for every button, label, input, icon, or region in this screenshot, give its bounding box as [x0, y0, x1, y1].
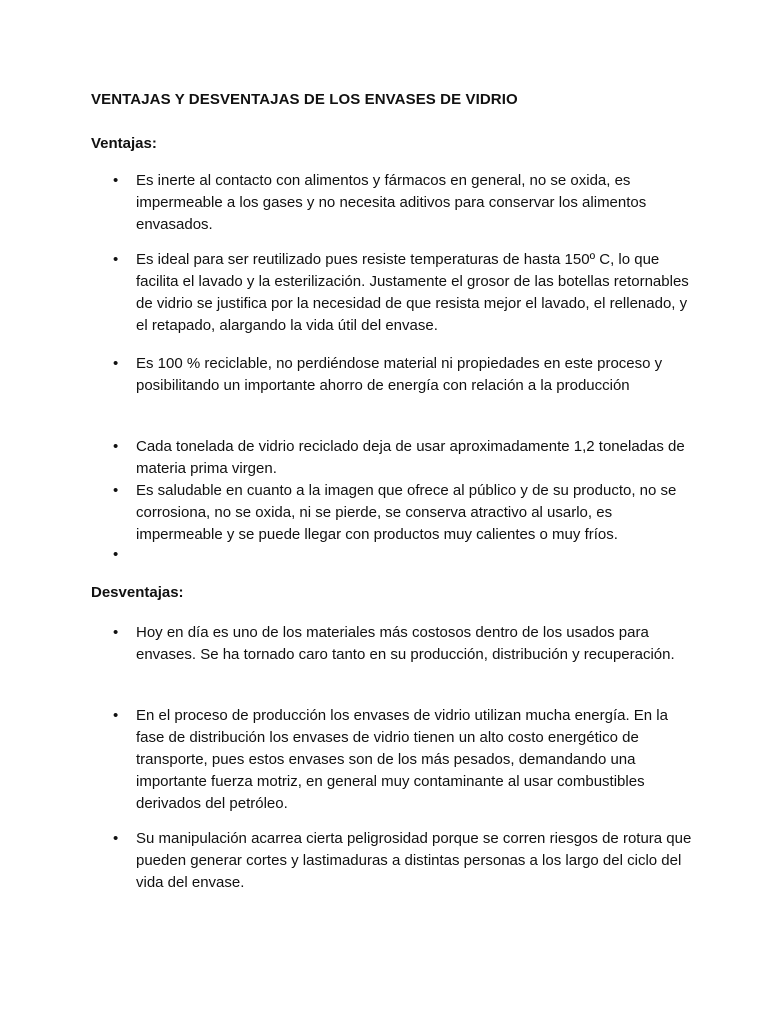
desventaja-text: En el proceso de producción los envases de vidrio utilizan mucha energía. En la fase de distribución los envases de vidrio tienen un alto costo energético de transporte, pues estos envases son de los más pesados, demandando una importante fuerza motriz, en general muy contaminante al usar combustibles derivados del petróleo. [136, 707, 668, 812]
ventajas-heading: Ventajas: [91, 135, 157, 152]
desventaja-text: Hoy en día es uno de los materiales más costosos dentro de los usados para envases. Se ha tornado caro tanto en su producción, distribución y recuperación. [136, 624, 675, 663]
ventaja-text: Es 100 % reciclable, no perdiéndose material ni propiedades en este proceso y posibilitando un importante ahorro de energía con relación a la producción [136, 355, 663, 394]
desventajas-heading: Desventajas: [91, 584, 184, 601]
bullet-dot-icon: • [113, 438, 119, 455]
bullet-dot-icon: • [113, 830, 119, 847]
bullet-dot-icon: • [113, 251, 119, 268]
bullet-dot-icon: • [113, 624, 119, 641]
document-title: VENTAJAS Y DESVENTAJAS DE LOS ENVASES DE VIDRIO [91, 91, 518, 108]
ventaja-text: Es inerte al contacto con alimentos y fármacos en general, no se oxida, es impermeable a los gases y no necesita aditivos para conservar los alimentos envasados. [136, 172, 647, 233]
ventaja-text: Es saludable en cuanto a la imagen que ofrece al público y de su producto, no se corrosiona, no se oxida, ni se pierde, se conserva atractivo al usarlo, es impermeable y se puede llegar con productos muy calientes o muy fríos. [136, 482, 677, 543]
bullet-dot-icon: • [113, 482, 119, 499]
bullet-dot-icon: • [113, 172, 119, 189]
ventaja-text: Cada tonelada de vidrio reciclado deja de usar aproximadamente 1,2 toneladas de materia prima virgen. [136, 438, 685, 477]
bullet-dot-icon: • [113, 707, 119, 724]
bullet-dot-icon: • [113, 355, 119, 372]
desventaja-text: Su manipulación acarrea cierta peligrosidad porque se corren riesgos de rotura que pueden generar cortes y lastimaduras a distintas personas a los largo del ciclo del vida del envase. [136, 830, 692, 891]
ventaja-text: Es ideal para ser reutilizado pues resiste temperaturas de hasta 150º C, lo que facilita el lavado y la esterilización. Justamente el grosor de las botellas retornables de vidrio se justifica por la necesidad de que resista mejor el lavado, el rellenado, y el retapado, alargando la vida útil del envase. [136, 251, 689, 334]
bullet-dot-icon: • [113, 546, 119, 563]
